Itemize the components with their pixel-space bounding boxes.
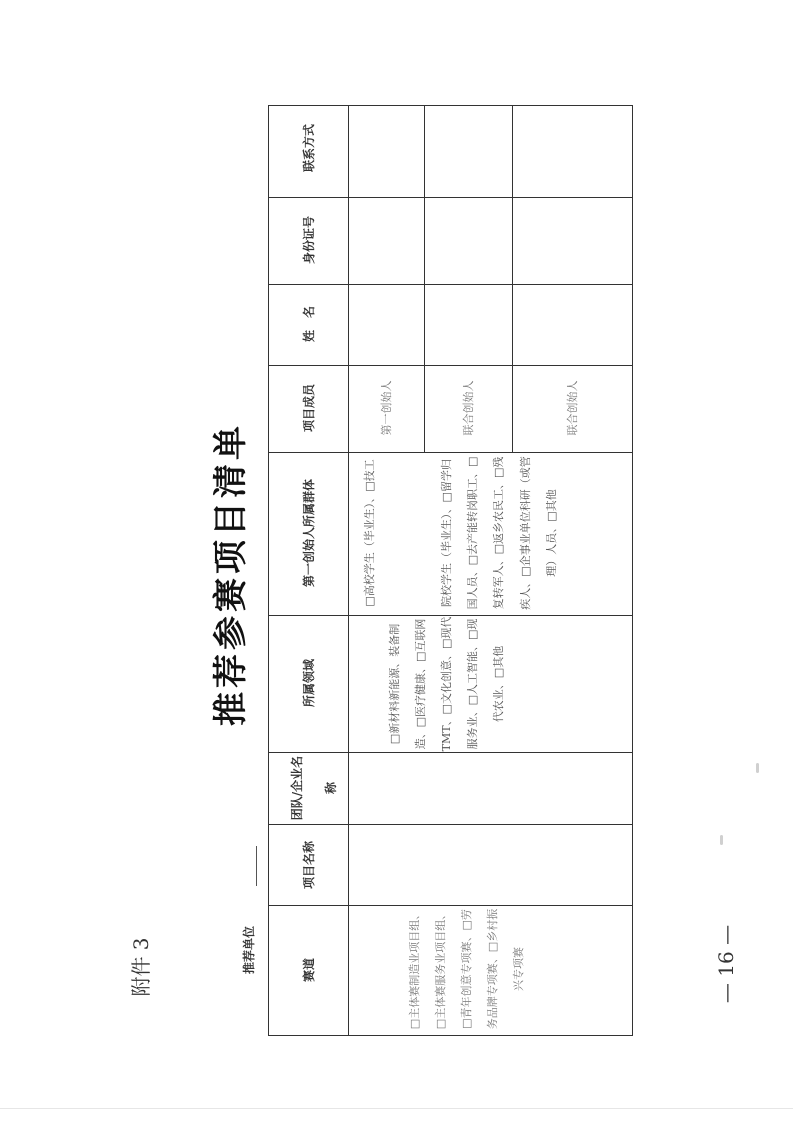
track-line: □青年创意专项赛、□劳 (460, 909, 473, 1029)
header-project-name: 项目名称 (302, 841, 316, 890)
page-edge (0, 1108, 793, 1109)
founder-group-line: 院校学生（毕业生）、□留学归 (440, 459, 453, 607)
founder-group-line: 国人员、□去产能转岗职工、□ (466, 456, 479, 610)
recommend-unit-label: 推荐单位 (242, 926, 256, 975)
founder-group-line: 疾人、□企事业单位科研（或管 (519, 456, 532, 610)
field-line: 造、□医疗健康、□互联网 (414, 618, 427, 750)
track-line: 务品牌专项赛、□乡村振 (486, 908, 499, 1030)
header-track: 赛道 (302, 958, 316, 983)
header-team-name-line2: 称 (324, 782, 338, 795)
header-field: 所属领域 (302, 659, 316, 708)
track-line: □主体赛制造业项目组、 (408, 908, 421, 1030)
field-line: TMT、□文化创意、□现代 (440, 616, 453, 752)
member-role-cofounder-1: 联合创始人 (462, 380, 475, 436)
header-team-name-line1: 团队/企业名 (290, 755, 304, 821)
founder-group-line: 复转军人、□返乡农民工、□残 (492, 456, 505, 610)
founder-group-line: 理）人员、□其他 (545, 489, 558, 577)
field-line: □新材料新能源、装备制 (388, 623, 401, 745)
track-line: 兴专项赛 (512, 947, 525, 991)
founder-group-line: □高校学生（毕业生）、□技工 (363, 459, 376, 607)
member-role-founder: 第一创始人 (380, 380, 393, 436)
member-role-cofounder-2: 联合创始人 (566, 380, 579, 436)
track-line: □主体赛服务业项目组、 (434, 908, 447, 1030)
recommend-unit-fill-line (256, 846, 257, 886)
scan-speck (720, 835, 723, 845)
header-contact: 联系方式 (302, 124, 316, 173)
scan-speck (756, 763, 759, 773)
header-id-number: 身份证号 (302, 216, 316, 265)
attachment-label: 附件 3 (129, 937, 153, 997)
page-title: 推荐参赛项目清单 (211, 422, 251, 726)
header-project-members: 项目成员 (302, 384, 316, 433)
header-name: 姓 名 (302, 306, 316, 343)
field-line: 服务业、□人工智能、□现 (466, 618, 479, 750)
page-number: — 16 — (714, 924, 738, 1004)
header-founder-group: 第一创始人所属群体 (302, 479, 316, 588)
field-line: 代农业、□其他 (492, 645, 505, 723)
